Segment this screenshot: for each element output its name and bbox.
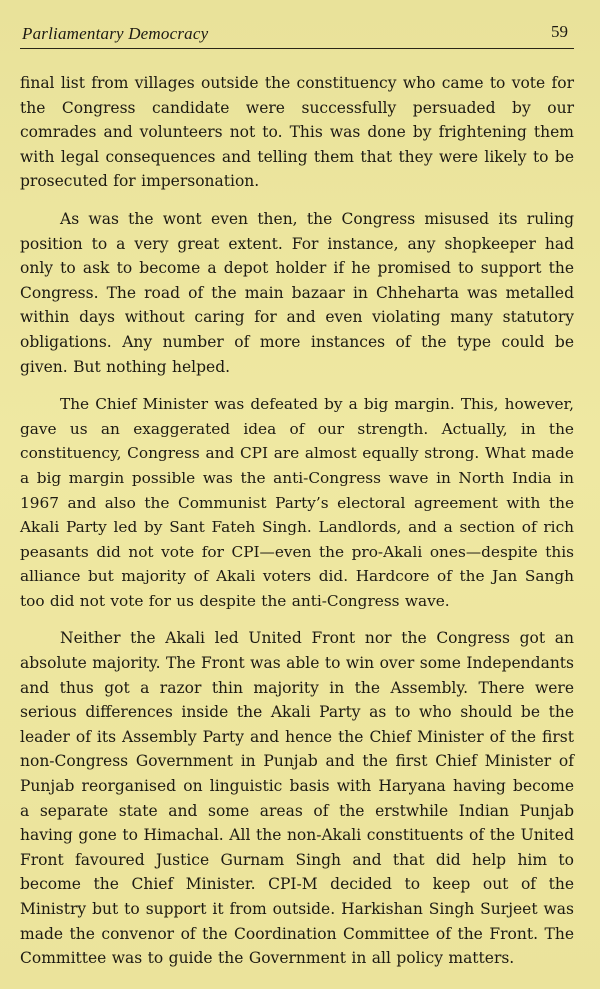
running-title: Parliamentary Democracy — [22, 24, 209, 43]
header-rule — [20, 48, 574, 49]
body-text — [20, 71, 574, 971]
paragraph-chief-minister-defeat: The Chief Minister was defeated by a big margin. This, however, gave us an exaggerated idea of our strength. Actually, in the constituency, Congress and CPI are almost equally strong. What made a big margin possible was the anti-Congress wave in North India in 1967 and also the Communist Party’s electoral agreement with the Akali Party led by Sant Fateh Singh. Landlords, and a section of rich peasants did not vote for CPI—even the pro-Akali ones—despite this alliance but majority of Akali voters did. Hardcore of the Jan Sangh too did not vote for us despite the anti-Congress wave. — [20, 395, 574, 610]
running-header — [20, 22, 574, 46]
paragraph-united-front: Neither the Akali led United Front nor the Congress got an absolute majority. The Front was able to win over some Independants and thus got a razor thin majority in the Assembly. There were serious differences inside the Akali Party as to who should be the leader of its Assembly Party and hence the Chief Minister of the first non-Congress Government in Punjab and the first Chief Minister of Punjab reorganised on linguistic basis with Haryana having become a separate state and some areas of the erstwhile Indian Punjab having gone to Himachal. All the non-Akali constituents of the United Front favoured Justice Gurnam Singh and that did help him to become the Chief Minister. CPI-M decided to keep out of the Ministry but to support it from outside. Harkishan Singh Surjeet was made the convenor of the Coordination Committee of the Front. The Committee was to guide the Government in all policy matters. — [20, 629, 574, 968]
page-number: 59 — [551, 22, 568, 41]
paragraph-continued: final list from villages outside the constituency who came to vote for the Congress candidate were successfully persuaded by our comrades and volunteers not to. This was done by frightening them with legal consequences and telling them that they were likely to be prosecuted for impersonation. — [20, 74, 574, 191]
paragraph-congress-misuse: As was the wont even then, the Congress misused its ruling position to a very great extent. For instance, any shopkeeper had only to ask to become a depot holder if he promised to support the Congress. The road of the main bazaar in Chheharta was metalled within days without caring for and even violating many statutory obligations. Any number of more instances of the type could be given. But nothing helped. — [20, 209, 574, 376]
